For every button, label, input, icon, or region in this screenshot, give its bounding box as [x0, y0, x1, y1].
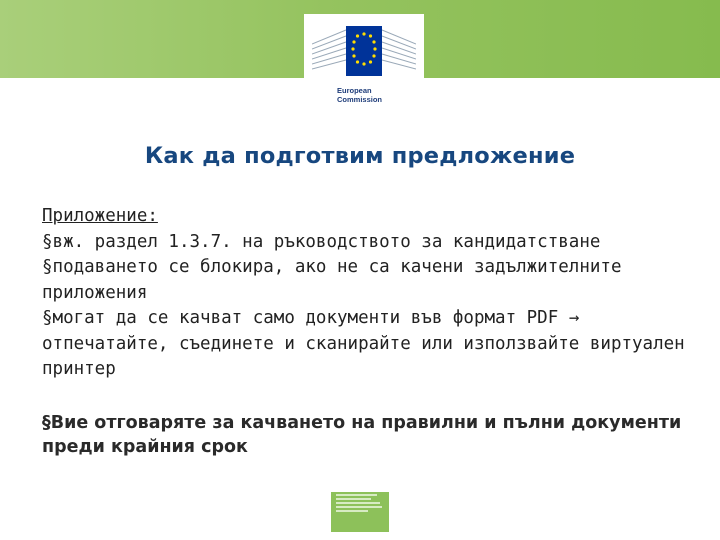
- logo-text-line2: Commission: [337, 95, 383, 104]
- bullet-2: §подаването се блокира, ако не са качени задължителните приложения: [42, 257, 622, 303]
- bullet-3: [42, 306, 692, 332]
- logo-text: [337, 86, 397, 104]
- emphasis-paragraph: §Вие отговаряте за качването на правилни и пълни документи преди крайния срок: [42, 412, 682, 457]
- slide-title: Как да подготвим предложение: [144, 143, 576, 169]
- bullet-3-continuation: отпечатайте, съединете и сканирайте или използвайте виртуален принтер: [42, 333, 685, 379]
- eu-commission-logo: [304, 14, 424, 110]
- intro-line: Приложение:: [42, 206, 158, 226]
- logo-text-line1: European: [337, 86, 372, 95]
- spacer: [42, 383, 692, 411]
- commission-building-icon: [312, 22, 416, 80]
- slide-body: [42, 204, 692, 459]
- arrow-right-icon: →: [568, 308, 580, 328]
- green-badge-icon: [331, 492, 389, 532]
- bullet-3-text: §могат да се качват само документи във формат PDF: [42, 308, 559, 328]
- bullet-1: §вж. раздел 1.3.7. на ръководството за кандидатстване: [42, 231, 601, 252]
